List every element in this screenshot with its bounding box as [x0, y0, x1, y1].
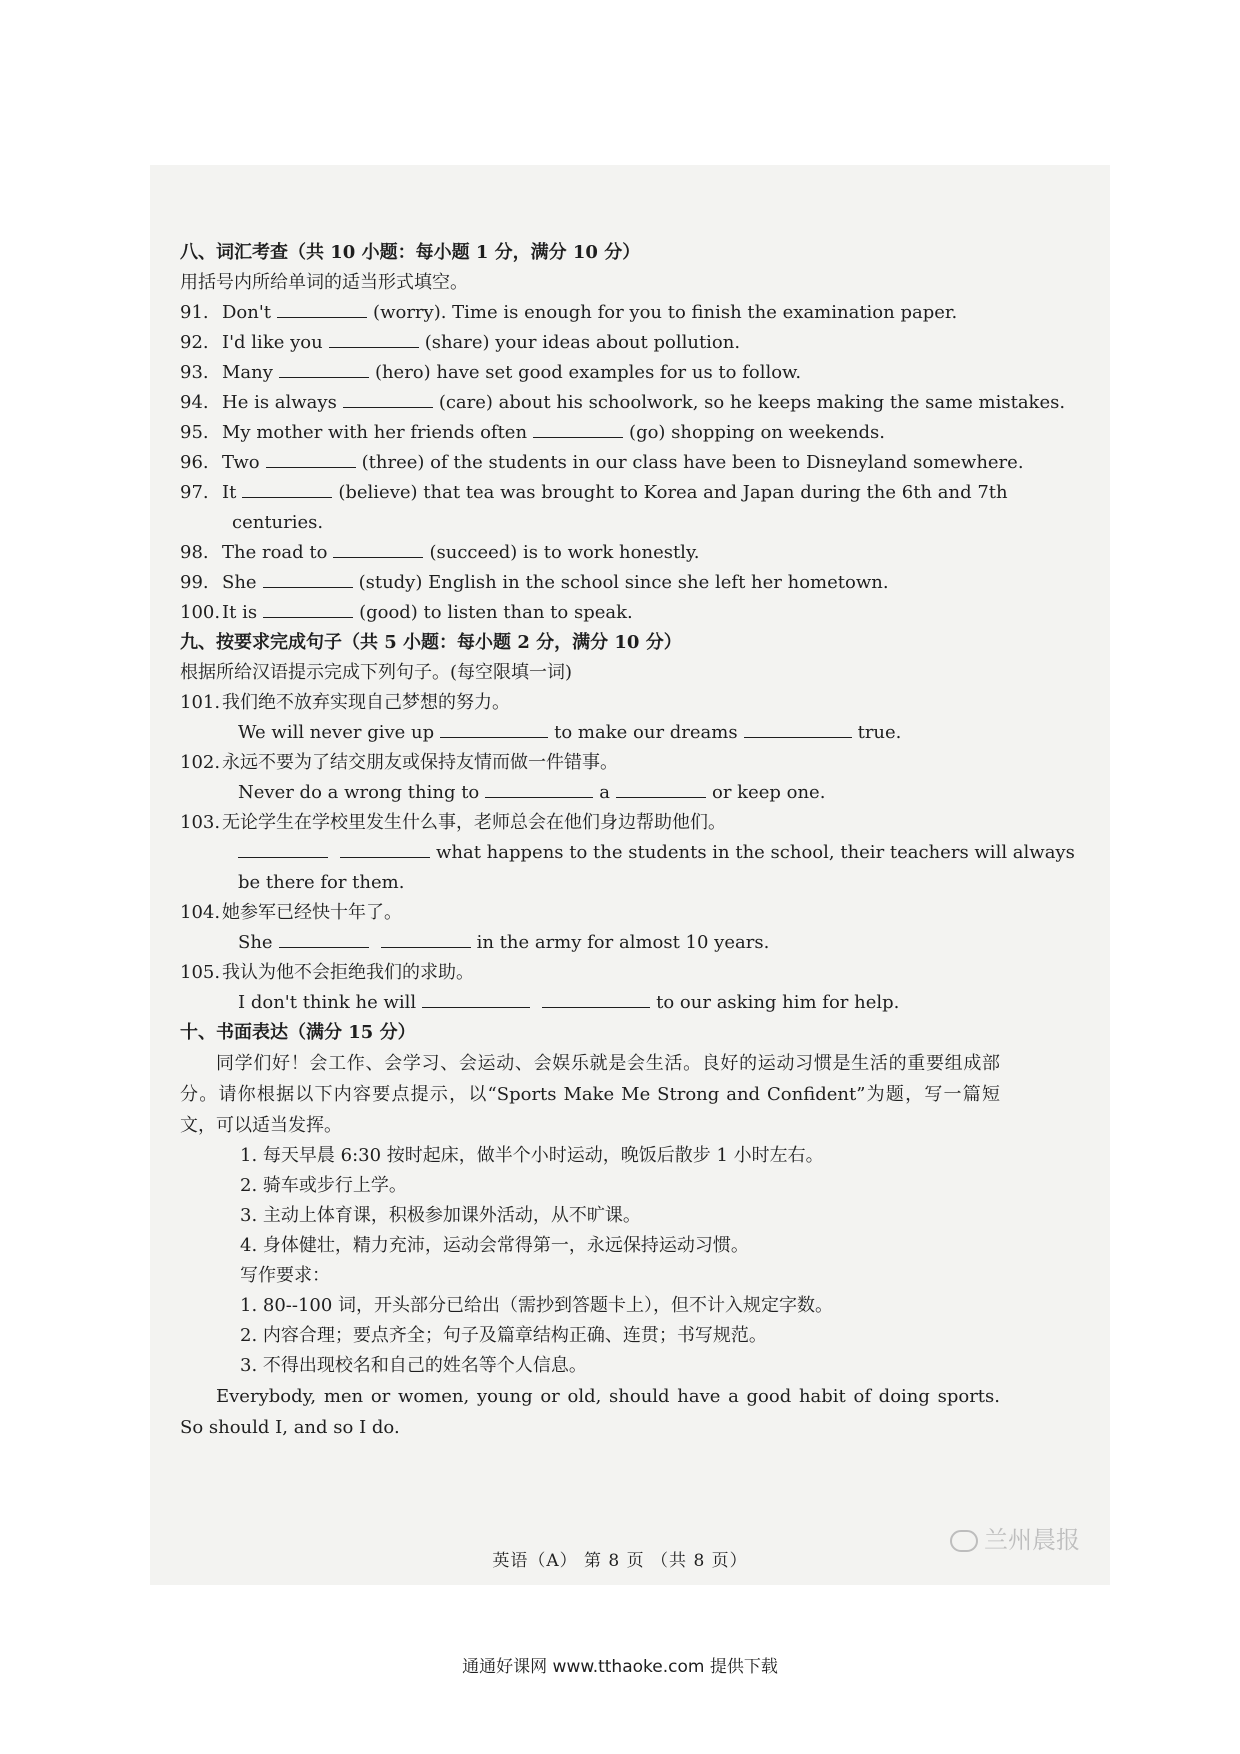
q104-blank-1[interactable] — [279, 929, 369, 948]
q102-english: Never do a wrong thing to a or keep one. — [180, 778, 1000, 808]
q103-english-cont: be there for them. — [238, 872, 405, 893]
vocab-blank[interactable] — [279, 359, 369, 378]
vocab-item: 96. Two (three) of the students in our class have been to Disneyland somewhere. — [180, 448, 1000, 478]
section8-instruction: 用括号内所给单词的适当形式填空。 — [180, 272, 468, 293]
q103-blank-1[interactable] — [238, 839, 328, 858]
vocab-item: 95. My mother with her friends often (go) shopping on weekends. — [180, 418, 1000, 448]
key-point: 3. 主动上体育课，积极参加课外活动，从不旷课。 — [240, 1205, 641, 1226]
exam-content — [180, 238, 1075, 1443]
q102-blank-2[interactable] — [616, 779, 706, 798]
q103-blank-2[interactable] — [340, 839, 430, 858]
source-line: 通通好课网 www.tthaoke.com 提供下载 — [462, 1657, 778, 1677]
section10-title: 十、书面表达（满分 15 分） — [180, 1022, 416, 1043]
watermark: 兰州晨报 — [950, 1520, 1080, 1555]
vocab-item: 92. I'd like you (share) your ideas about pollution. — [180, 328, 1000, 358]
wechat-icon — [950, 1530, 978, 1552]
section10-points — [180, 1141, 1000, 1261]
vocab-blank[interactable] — [533, 419, 623, 438]
vocab-blank[interactable] — [266, 449, 356, 468]
q101-blank-1[interactable] — [440, 719, 548, 738]
q103-chinese: 103. 无论学生在学校里发生什么事，老师总会在他们身边帮助他们。 — [180, 812, 726, 833]
section10-intro: 同学们好！会工作、会学习、会运动、会娱乐就是会生活。良好的运动习惯是生活的重要组成部分。请你根据以下内容要点提示，以“Sports Make Me Strong and Confident”为题，写一篇短文，可以适当发挥。 — [180, 1053, 1000, 1136]
q102-chinese: 102. 永远不要为了结交朋友或保持友情而做一件错事。 — [180, 752, 618, 773]
vocab-blank[interactable] — [343, 389, 433, 408]
section8-items — [180, 298, 1066, 628]
q101-english: We will never give up to make our dreams true. — [180, 718, 1000, 748]
q101-chinese: 101. 我们绝不放弃实现自己梦想的努力。 — [180, 692, 510, 713]
q104-chinese: 104. 她参军已经快十年了。 — [180, 902, 402, 923]
vocab-blank[interactable] — [242, 479, 332, 498]
section9-title: 九、按要求完成句子（共 5 小题：每小题 2 分，满分 10 分） — [180, 632, 682, 653]
q104-english: She in the army for almost 10 years. — [180, 928, 1000, 958]
q105-chinese: 105. 我认为他不会拒绝我们的求助。 — [180, 962, 474, 983]
vocab-item: 93. Many (hero) have set good examples for us to follow. — [180, 358, 1000, 388]
section9-instruction: 根据所给汉语提示完成下列句子。(每空限填一词) — [180, 662, 573, 683]
q105-blank-1[interactable] — [422, 989, 530, 1008]
vocab-blank[interactable] — [333, 539, 423, 558]
section10-requirements — [180, 1291, 1000, 1381]
vocab-item: 94. He is always (care) about his schoolwork, so he keeps making the same mistakes. — [180, 388, 1000, 418]
q103-english: what happens to the students in the school, their teachers will always — [180, 838, 1000, 868]
vocab-item: 97. It (believe) that tea was brought to Korea and Japan during the 6th and 7th — [180, 478, 1000, 508]
key-point: 1. 每天早晨 6:30 按时起床，做半个小时运动，晚饭后散步 1 小时左右。 — [240, 1145, 824, 1166]
q104-blank-2[interactable] — [381, 929, 471, 948]
writing-requirement: 3. 不得出现校名和自己的姓名等个人信息。 — [240, 1355, 587, 1376]
key-point: 2. 骑车或步行上学。 — [240, 1175, 407, 1196]
vocab-item: 91. Don't (worry). Time is enough for you to finish the examination paper. — [180, 298, 1000, 328]
vocab-item: 98. The road to (succeed) is to work honestly. — [180, 538, 1000, 568]
q105-english: I don't think he will to our asking him for help. — [180, 988, 1000, 1018]
writing-requirement: 2. 内容合理；要点齐全；句子及篇章结构正确、连贯；书写规范。 — [240, 1325, 767, 1346]
page-footer: 英语（A） 第 8 页 （共 8 页） — [492, 1551, 748, 1571]
essay-opening: Everybody, men or women, young or old, should have a good habit of doing sports. So should I, and so I do. — [180, 1386, 1000, 1438]
vocab-item: 100. It is (good) to listen than to speak. — [180, 598, 1000, 628]
writing-requirement: 1. 80--100 词，开头部分已给出（需抄到答题卡上），但不计入规定字数。 — [240, 1295, 834, 1316]
key-point: 4. 身体健壮，精力充沛，运动会常得第一，永远保持运动习惯。 — [240, 1235, 749, 1256]
vocab-blank[interactable] — [329, 329, 419, 348]
vocab-item: 99. She (study) English in the school since she left her hometown. — [180, 568, 1000, 598]
q105-blank-2[interactable] — [542, 989, 650, 1008]
q101-blank-2[interactable] — [744, 719, 852, 738]
vocab-blank[interactable] — [277, 299, 367, 318]
section8-title: 八、词汇考查（共 10 小题：每小题 1 分，满分 10 分） — [180, 242, 641, 263]
q102-blank-1[interactable] — [485, 779, 593, 798]
writing-requirements-title: 写作要求： — [240, 1265, 330, 1286]
vocab-item-cont: centuries. — [232, 512, 324, 533]
vocab-blank[interactable] — [263, 599, 353, 618]
vocab-blank[interactable] — [263, 569, 353, 588]
